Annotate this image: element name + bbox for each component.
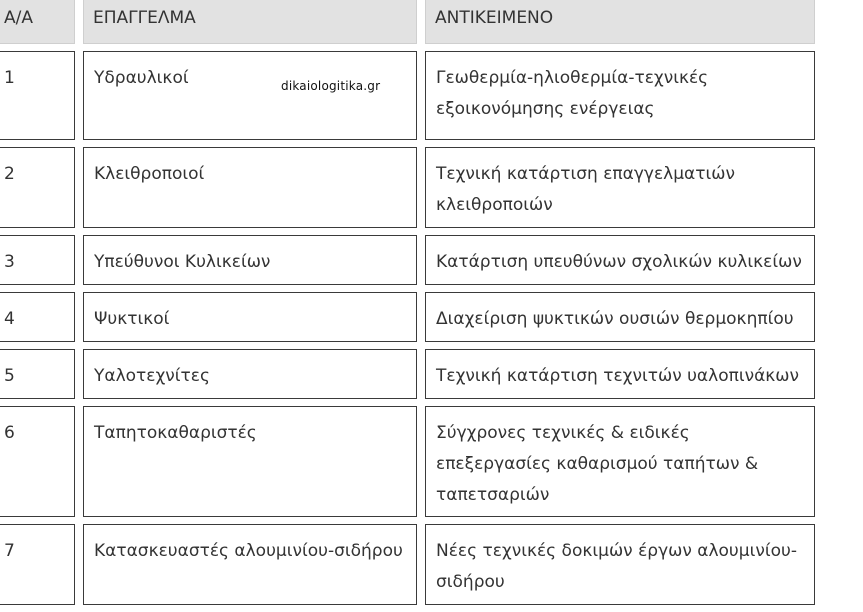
row-subject: Τεχνική κατάρτιση τεχνιτών υαλοπινάκων <box>425 349 815 399</box>
row-number: 4 <box>0 292 75 342</box>
row-subject: Κατάρτιση υπευθύνων σχολικών κυλικείων <box>425 235 815 285</box>
row-profession: Ταπητοκαθαριστές <box>83 406 417 517</box>
table-row <box>0 349 815 399</box>
header-subject: ΑΝΤΙΚΕΙΜΕΝΟ <box>425 0 815 44</box>
row-profession: Υπεύθυνοι Κυλικείων <box>83 235 417 285</box>
row-subject: Τεχνική κατάρτιση επαγγελματιών κλειθροποιών <box>425 147 815 228</box>
row-number: 7 <box>0 524 75 605</box>
header-profession: ΕΠΑΓΓΕΛΜΑ <box>83 0 417 44</box>
table-row <box>0 51 815 140</box>
table-row <box>0 235 815 285</box>
table-row <box>0 292 815 342</box>
table-row <box>0 406 815 517</box>
row-profession: Κλειθροποιοί <box>83 147 417 228</box>
row-number: 1 <box>0 51 75 140</box>
row-number: 3 <box>0 235 75 285</box>
row-subject: Διαχείριση ψυκτικών ουσιών θερμοκηπίου <box>425 292 815 342</box>
row-profession: Ψυκτικοί <box>83 292 417 342</box>
row-number: 5 <box>0 349 75 399</box>
row-number: 6 <box>0 406 75 517</box>
table-header-row <box>0 0 815 44</box>
row-subject: Νέες τεχνικές δοκιμών έργων αλουμινίου-σιδήρου <box>425 524 815 605</box>
row-profession: Κατασκευαστές αλουμινίου-σιδήρου <box>83 524 417 605</box>
row-subject: Γεωθερμία-ηλιοθερμία-τεχνικές εξοικονόμησης ενέργειας <box>425 51 815 140</box>
table-row <box>0 147 815 228</box>
row-subject: Σύγχρονες τεχνικές & ειδικές επεξεργασίες καθαρισμού ταπήτων & ταπετσαριών <box>425 406 815 517</box>
row-number: 2 <box>0 147 75 228</box>
table-row <box>0 524 815 605</box>
header-number: Α/Α <box>0 0 75 44</box>
watermark-text: dikaiologitika.gr <box>281 79 381 93</box>
row-profession: Υδραυλικοί <box>83 51 417 140</box>
row-profession: Υαλοτεχνίτες <box>83 349 417 399</box>
